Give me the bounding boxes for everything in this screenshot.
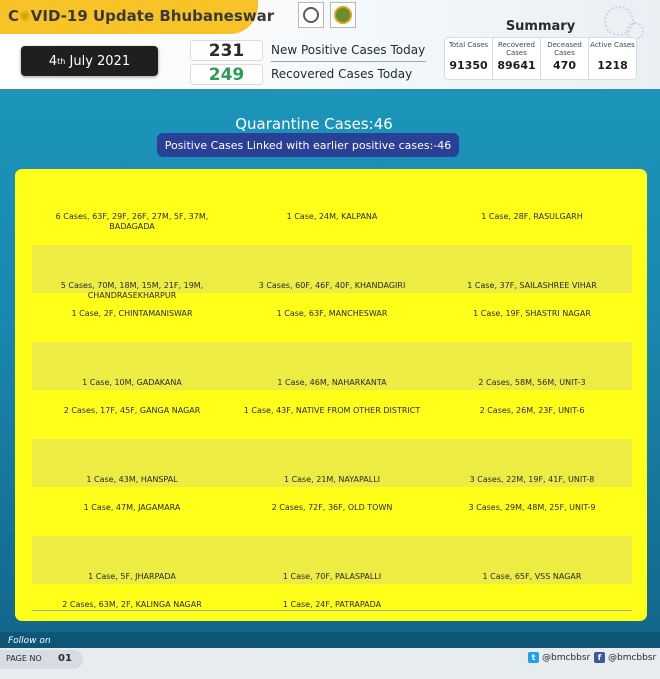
case-cell: 3 Cases, 22M, 19F, 41F, UNIT-8 bbox=[469, 474, 595, 484]
recovered-label: Recovered Cases Today bbox=[271, 67, 413, 81]
summary-recovered-label: Recovered Cases bbox=[498, 41, 535, 57]
case-cell: 1 Case, 19F, SHASTRI NAGAR bbox=[473, 309, 591, 318]
case-cell: 1 Case, 21M, NAYAPALLI bbox=[283, 474, 381, 484]
case-row bbox=[32, 487, 632, 535]
facebook-handle: @bmcbbsr bbox=[608, 652, 657, 663]
case-row bbox=[32, 584, 632, 632]
facebook-icon: f bbox=[594, 652, 605, 663]
summary-deceased-label: Deceased Cases bbox=[547, 41, 582, 57]
title-prefix: C bbox=[8, 7, 20, 25]
date-suffix: th bbox=[57, 56, 66, 66]
case-row bbox=[32, 390, 632, 438]
case-cell: 1 Case, 24M, KALPANA bbox=[286, 212, 378, 221]
case-row bbox=[32, 245, 632, 300]
page-label: PAGE NO bbox=[6, 654, 42, 663]
summary-total-label: Total Cases bbox=[448, 41, 489, 49]
title-rest: VID-19 Update Bhubaneswar bbox=[30, 7, 275, 25]
case-cell: 1 Case, 5F, JHARPADA bbox=[88, 571, 176, 581]
case-cell: 1 Case, 63F, MANCHESWAR bbox=[276, 309, 388, 318]
date-badge bbox=[21, 46, 158, 76]
case-row bbox=[32, 293, 632, 341]
case-cell: 1 Case, 28F, RASULGARH bbox=[481, 212, 583, 221]
case-cell: 1 Case, 70F, PALASPALLI bbox=[282, 571, 382, 581]
case-cell: 1 Case, 47M, JAGAMARA bbox=[83, 503, 181, 512]
case-row bbox=[32, 439, 632, 487]
summary-active-label: Active Cases bbox=[590, 41, 635, 49]
case-cell: 1 Case, 65F, VSS NAGAR bbox=[482, 571, 582, 581]
case-cell: 1 Case, 43F, NATIVE FROM OTHER DISTRICT bbox=[243, 406, 421, 415]
page-title bbox=[8, 7, 274, 25]
date-rest: July 2021 bbox=[65, 53, 131, 69]
header bbox=[0, 0, 660, 92]
case-cell: 2 Cases, 58M, 56M, UNIT-3 bbox=[478, 377, 586, 387]
quarantine-title: Quarantine Cases:46 bbox=[235, 115, 393, 133]
summary-total bbox=[445, 38, 493, 79]
case-cell: 2 Cases, 72F, 36F, OLD TOWN bbox=[271, 503, 393, 512]
case-cell: 6 Cases, 63F, 29F, 26F, 27M, 5F, 37M, BADAGADA bbox=[55, 212, 209, 231]
recovered-value: 249 bbox=[190, 64, 263, 85]
case-cell: 5 Cases, 70M, 18M, 15M, 21F, 19M, CHANDRASEKHARPUR bbox=[60, 280, 204, 300]
case-cell: 2 Cases, 63M, 2F, KALINGA NAGAR bbox=[62, 600, 202, 609]
page-number-tab bbox=[0, 650, 83, 669]
case-cell: 1 Case, 46M, NAHARKANTA bbox=[277, 377, 387, 387]
twitter-icon: t bbox=[528, 652, 539, 663]
bmc-seal-logo bbox=[330, 2, 356, 28]
case-row bbox=[32, 196, 632, 244]
odisha-emblem-logo bbox=[298, 2, 324, 28]
twitter-handle: @bmcbbsr bbox=[542, 652, 591, 663]
panel-bottom-line bbox=[32, 610, 632, 611]
case-row bbox=[32, 342, 632, 390]
case-cell: 2 Cases, 26M, 23F, UNIT-6 bbox=[479, 406, 585, 415]
case-cell: 3 Cases, 60F, 46F, 40F, KHANDAGIRI bbox=[258, 280, 406, 290]
case-cell: 3 Cases, 29M, 48M, 25F, UNIT-9 bbox=[468, 503, 596, 512]
virus-icon: ✺ bbox=[19, 9, 31, 25]
logos bbox=[298, 2, 356, 28]
twitter-link[interactable] bbox=[528, 652, 590, 663]
case-cell: 1 Case, 37F, SAILASHREE VIHAR bbox=[467, 280, 597, 290]
follow-on-label: Follow on bbox=[8, 636, 51, 646]
footer bbox=[0, 632, 660, 679]
date-day: 4 bbox=[48, 53, 58, 69]
summary-title: Summary bbox=[505, 19, 576, 34]
new-positive-value: 231 bbox=[190, 40, 263, 61]
case-cell: 1 Case, 10M, GADAKANA bbox=[82, 377, 182, 387]
case-cell: 1 Case, 24F, PATRAPADA bbox=[282, 600, 382, 609]
summary-total-value: 91350 bbox=[449, 59, 488, 72]
page-number: 01 bbox=[58, 653, 72, 664]
new-positive-label: New Positive Cases Today bbox=[271, 43, 426, 57]
main-panel bbox=[0, 92, 660, 632]
case-row bbox=[32, 536, 632, 584]
case-cell: 2 Cases, 17F, 45F, GANGA NAGAR bbox=[63, 406, 201, 415]
title-bar bbox=[0, 0, 275, 34]
summary-active bbox=[589, 38, 636, 79]
summary-box bbox=[444, 37, 637, 80]
linked-cases-pill: Positive Cases Linked with earlier positive cases:-46 bbox=[157, 133, 459, 157]
summary-deceased-value: 470 bbox=[553, 59, 576, 72]
summary-recovered-value: 89641 bbox=[497, 59, 536, 72]
facebook-link[interactable] bbox=[594, 652, 656, 663]
summary-active-value: 1218 bbox=[597, 59, 628, 72]
stat-divider bbox=[271, 61, 426, 62]
case-cell: 1 Case, 43M, HANSPAL bbox=[86, 474, 178, 484]
case-cell: 1 Case, 2F, CHINTAMANISWAR bbox=[71, 309, 193, 318]
summary-deceased bbox=[541, 38, 589, 79]
summary-recovered bbox=[493, 38, 541, 79]
case-list-panel bbox=[15, 169, 647, 621]
